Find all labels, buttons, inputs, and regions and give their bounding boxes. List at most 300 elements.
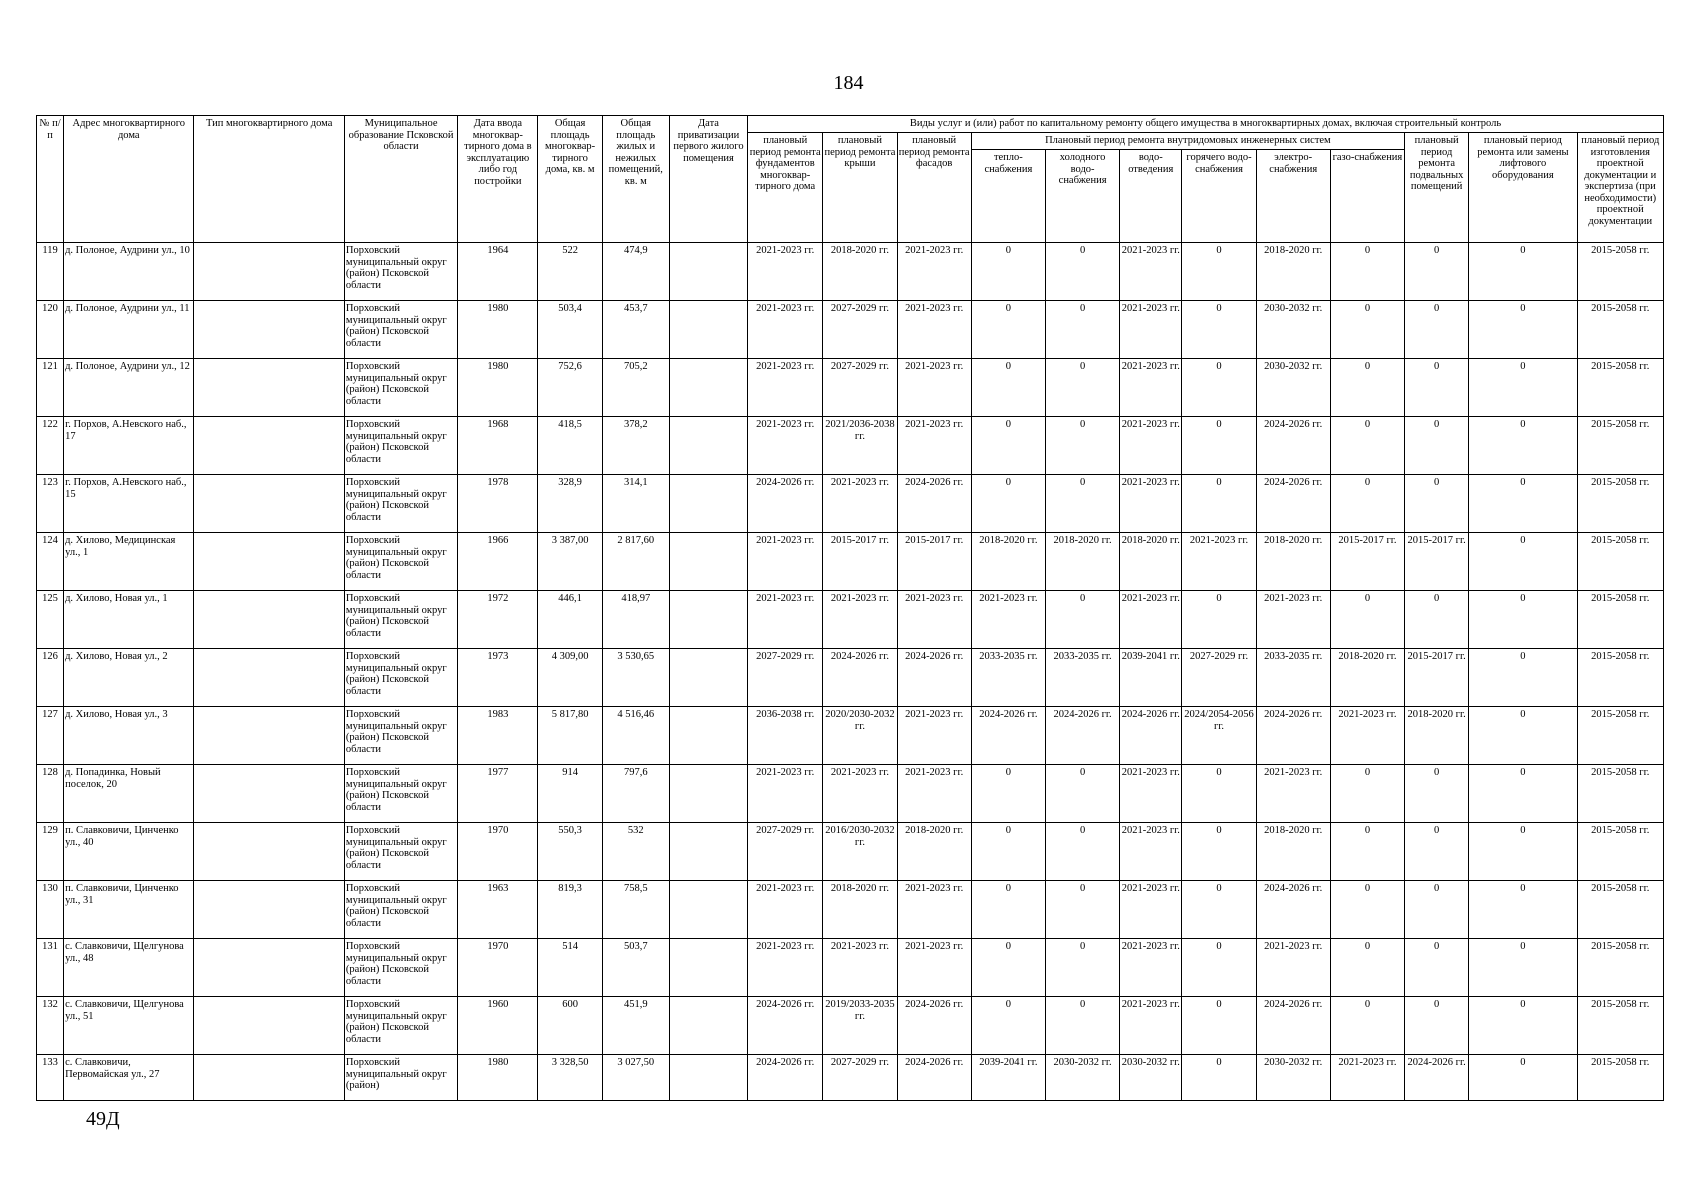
cell-foundation: 2024-2026 гг. (748, 997, 823, 1055)
cell-gas: 0 (1330, 881, 1404, 939)
cell-roof: 2018-2020 гг. (823, 243, 897, 301)
cell-privatization (669, 881, 747, 939)
cell-electricity: 2030-2032 гг. (1256, 301, 1330, 359)
cell-living-area: 797,6 (602, 765, 669, 823)
cell-privatization (669, 765, 747, 823)
cell-year: 1972 (458, 591, 538, 649)
cell-year: 1977 (458, 765, 538, 823)
cell-living-area: 474,9 (602, 243, 669, 301)
cell-address: д. Хилово, Новая ул., 3 (64, 707, 194, 765)
cell-municipality: Порховский муниципальный округ (район) Псковской области (344, 649, 457, 707)
cell-cold-water: 2018-2020 гг. (1045, 533, 1119, 591)
cell-electricity: 2021-2023 гг. (1256, 765, 1330, 823)
cell-gas: 2018-2020 гг. (1330, 649, 1404, 707)
table-row (37, 301, 1664, 359)
cell-municipality: Порховский муниципальный округ (район) Псковской области (344, 301, 457, 359)
cell-year: 1963 (458, 881, 538, 939)
cell-gas: 0 (1330, 997, 1404, 1055)
cell-municipality: Порховский муниципальный округ (район) Псковской области (344, 707, 457, 765)
cell-elevator: 0 (1469, 881, 1577, 939)
cell-address: г. Порхов, А.Невского наб., 17 (64, 417, 194, 475)
cell-basement: 0 (1405, 881, 1469, 939)
cell-electricity: 2033-2035 гг. (1256, 649, 1330, 707)
cell-roof: 2027-2029 гг. (823, 301, 897, 359)
cell-facade: 2018-2020 гг. (897, 823, 971, 881)
cell-sewerage: 2021-2023 гг. (1120, 475, 1182, 533)
cell-privatization (669, 243, 747, 301)
cell-municipality: Порховский муниципальный округ (район) Псковской области (344, 881, 457, 939)
cell-year: 1960 (458, 997, 538, 1055)
cell-municipality: Порховский муниципальный округ (район) Псковской области (344, 533, 457, 591)
cell-address: д. Полоное, Аудрини ул., 11 (64, 301, 194, 359)
cell-total-area: 3 387,00 (538, 533, 602, 591)
cell-hot-water: 0 (1182, 359, 1256, 417)
cell-hot-water: 0 (1182, 823, 1256, 881)
cell-living-area: 2 817,60 (602, 533, 669, 591)
cell-basement: 0 (1405, 243, 1469, 301)
cell-total-area: 819,3 (538, 881, 602, 939)
table-row (37, 765, 1664, 823)
cell-gas: 0 (1330, 301, 1404, 359)
cell-cold-water: 0 (1045, 591, 1119, 649)
cell-heating: 0 (971, 301, 1045, 359)
cell-living-area: 758,5 (602, 881, 669, 939)
cell-municipality: Порховский муниципальный округ (район) Псковской области (344, 359, 457, 417)
cell-living-area: 418,97 (602, 591, 669, 649)
cell-address: п. Славковичи, Цинченко ул., 31 (64, 881, 194, 939)
header-hot-water: горячего водо-снабжения (1182, 150, 1256, 243)
cell-foundation: 2021-2023 гг. (748, 939, 823, 997)
cell-type (194, 823, 344, 881)
cell-facade: 2015-2017 гг. (897, 533, 971, 591)
cell-design: 2015-2058 гг. (1577, 707, 1663, 765)
cell-design: 2015-2058 гг. (1577, 1055, 1663, 1101)
cell-hot-water: 2027-2029 гг. (1182, 649, 1256, 707)
header-type: Тип многоквартирного дома (194, 116, 344, 243)
cell-sewerage: 2021-2023 гг. (1120, 417, 1182, 475)
cell-facade: 2021-2023 гг. (897, 881, 971, 939)
cell-foundation: 2024-2026 гг. (748, 1055, 823, 1101)
cell-roof: 2027-2029 гг. (823, 359, 897, 417)
cell-no: 120 (37, 301, 64, 359)
cell-living-area: 503,7 (602, 939, 669, 997)
cell-design: 2015-2058 гг. (1577, 939, 1663, 997)
cell-electricity: 2021-2023 гг. (1256, 939, 1330, 997)
cell-cold-water: 0 (1045, 301, 1119, 359)
cell-year: 1980 (458, 359, 538, 417)
cell-hot-water: 2021-2023 гг. (1182, 533, 1256, 591)
cell-municipality: Порховский муниципальный округ (район) Псковской области (344, 417, 457, 475)
cell-address: д. Хилово, Медицинская ул., 1 (64, 533, 194, 591)
cell-no: 130 (37, 881, 64, 939)
cell-heating: 0 (971, 243, 1045, 301)
cell-privatization (669, 475, 747, 533)
page-number: 184 (833, 72, 864, 94)
header-privatization-date: Дата приватизации первого жилого помещения (669, 116, 747, 243)
cell-no: 122 (37, 417, 64, 475)
header-address: Адрес многоквартирного дома (64, 116, 194, 243)
cell-municipality: Порховский муниципальный округ (район) Псковской области (344, 475, 457, 533)
cell-total-area: 503,4 (538, 301, 602, 359)
cell-elevator: 0 (1469, 1055, 1577, 1101)
cell-heating: 0 (971, 765, 1045, 823)
cell-roof: 2015-2017 гг. (823, 533, 897, 591)
cell-electricity: 2024-2026 гг. (1256, 417, 1330, 475)
cell-foundation: 2021-2023 гг. (748, 243, 823, 301)
header-elevator: плановый период ремонта или замены лифтового оборудования (1469, 133, 1577, 243)
cell-privatization (669, 359, 747, 417)
header-living-area: Общая площадь жилых и нежилых помещений, кв. м (602, 116, 669, 243)
cell-design: 2015-2058 гг. (1577, 823, 1663, 881)
cell-type (194, 939, 344, 997)
cell-total-area: 418,5 (538, 417, 602, 475)
header-roof: плановый период ремонта крыши (823, 133, 897, 243)
cell-electricity: 2030-2032 гг. (1256, 359, 1330, 417)
cell-address: д. Полоное, Аудрини ул., 10 (64, 243, 194, 301)
cell-no: 124 (37, 533, 64, 591)
cell-sewerage: 2021-2023 гг. (1120, 359, 1182, 417)
cell-total-area: 600 (538, 997, 602, 1055)
cell-municipality: Порховский муниципальный округ (район) Псковской области (344, 765, 457, 823)
cell-privatization (669, 707, 747, 765)
cell-basement: 2015-2017 гг. (1405, 649, 1469, 707)
cell-living-area: 314,1 (602, 475, 669, 533)
cell-type (194, 243, 344, 301)
cell-basement: 0 (1405, 359, 1469, 417)
cell-sewerage: 2039-2041 гг. (1120, 649, 1182, 707)
cell-privatization (669, 591, 747, 649)
cell-heating: 0 (971, 359, 1045, 417)
cell-electricity: 2024-2026 гг. (1256, 707, 1330, 765)
header-sewerage: водо-отведения (1120, 150, 1182, 243)
cell-type (194, 997, 344, 1055)
cell-cold-water: 2024-2026 гг. (1045, 707, 1119, 765)
table-row (37, 939, 1664, 997)
cell-elevator: 0 (1469, 707, 1577, 765)
cell-elevator: 0 (1469, 533, 1577, 591)
cell-heating: 2033-2035 гг. (971, 649, 1045, 707)
table-body (37, 243, 1664, 1101)
cell-privatization (669, 1055, 747, 1101)
table-row (37, 533, 1664, 591)
cell-year: 1983 (458, 707, 538, 765)
cell-basement: 0 (1405, 475, 1469, 533)
cell-design: 2015-2058 гг. (1577, 997, 1663, 1055)
cell-sewerage: 2021-2023 гг. (1120, 591, 1182, 649)
cell-roof: 2016/2030-2032 гг. (823, 823, 897, 881)
cell-total-area: 514 (538, 939, 602, 997)
header-gas: газо-снабжения (1330, 150, 1404, 243)
cell-facade: 2021-2023 гг. (897, 243, 971, 301)
cell-elevator: 0 (1469, 823, 1577, 881)
cell-elevator: 0 (1469, 591, 1577, 649)
cell-design: 2015-2058 гг. (1577, 475, 1663, 533)
cell-foundation: 2024-2026 гг. (748, 475, 823, 533)
cell-living-area: 451,9 (602, 997, 669, 1055)
cell-elevator: 0 (1469, 243, 1577, 301)
cell-electricity: 2018-2020 гг. (1256, 823, 1330, 881)
cell-hot-water: 0 (1182, 475, 1256, 533)
cell-gas: 0 (1330, 939, 1404, 997)
cell-year: 1978 (458, 475, 538, 533)
cell-heating: 0 (971, 823, 1045, 881)
cell-no: 126 (37, 649, 64, 707)
cell-sewerage: 2021-2023 гг. (1120, 881, 1182, 939)
cell-sewerage: 2018-2020 гг. (1120, 533, 1182, 591)
cell-facade: 2021-2023 гг. (897, 359, 971, 417)
cell-year: 1980 (458, 1055, 538, 1101)
table-row (37, 359, 1664, 417)
cell-address: с. Славковичи, Первомайская ул., 27 (64, 1055, 194, 1101)
cell-heating: 0 (971, 881, 1045, 939)
cell-no: 127 (37, 707, 64, 765)
cell-living-area: 3 027,50 (602, 1055, 669, 1101)
cell-heating: 2024-2026 гг. (971, 707, 1045, 765)
cell-year: 1970 (458, 823, 538, 881)
cell-gas: 0 (1330, 475, 1404, 533)
cell-hot-water: 0 (1182, 939, 1256, 997)
table-row (37, 649, 1664, 707)
cell-roof: 2019/2033-2035 гг. (823, 997, 897, 1055)
cell-gas: 0 (1330, 765, 1404, 823)
table-row (37, 243, 1664, 301)
cell-facade: 2021-2023 гг. (897, 591, 971, 649)
cell-municipality: Порховский муниципальный округ (район) Псковской области (344, 591, 457, 649)
cell-heating: 0 (971, 939, 1045, 997)
cell-gas: 0 (1330, 359, 1404, 417)
cell-address: с. Славковичи, Щелгунова ул., 51 (64, 997, 194, 1055)
header-total-area: Общая площадь многоквар-тирного дома, кв. м (538, 116, 602, 243)
cell-gas: 2015-2017 гг. (1330, 533, 1404, 591)
cell-hot-water: 0 (1182, 765, 1256, 823)
cell-hot-water: 0 (1182, 997, 1256, 1055)
cell-sewerage: 2021-2023 гг. (1120, 997, 1182, 1055)
cell-elevator: 0 (1469, 417, 1577, 475)
header-commission-date: Дата ввода многоквар-тирного дома в эксплуатацию либо год постройки (458, 116, 538, 243)
cell-municipality: Порховский муниципальный округ (район) Псковской области (344, 243, 457, 301)
cell-heating: 0 (971, 997, 1045, 1055)
cell-facade: 2024-2026 гг. (897, 475, 971, 533)
cell-total-area: 3 328,50 (538, 1055, 602, 1101)
cell-address: д. Полоное, Аудрини ул., 12 (64, 359, 194, 417)
cell-gas: 0 (1330, 243, 1404, 301)
header-engineering-group: Плановый период ремонта внутридомовых инженерных систем (971, 133, 1404, 150)
cell-electricity: 2024-2026 гг. (1256, 881, 1330, 939)
table-row (37, 591, 1664, 649)
cell-type (194, 475, 344, 533)
cell-foundation: 2021-2023 гг. (748, 881, 823, 939)
cell-elevator: 0 (1469, 475, 1577, 533)
cell-basement: 0 (1405, 997, 1469, 1055)
footer-mark: 49Д (86, 1108, 120, 1130)
cell-gas: 2021-2023 гг. (1330, 707, 1404, 765)
cell-design: 2015-2058 гг. (1577, 533, 1663, 591)
table-row (37, 1055, 1664, 1101)
cell-design: 2015-2058 гг. (1577, 243, 1663, 301)
cell-sewerage: 2021-2023 гг. (1120, 243, 1182, 301)
cell-roof: 2021-2023 гг. (823, 765, 897, 823)
cell-roof: 2021-2023 гг. (823, 939, 897, 997)
cell-privatization (669, 997, 747, 1055)
cell-design: 2015-2058 гг. (1577, 881, 1663, 939)
cell-address: г. Порхов, А.Невского наб., 15 (64, 475, 194, 533)
cell-privatization (669, 823, 747, 881)
cell-electricity: 2024-2026 гг. (1256, 475, 1330, 533)
cell-cold-water: 0 (1045, 243, 1119, 301)
header-municipality: Муниципальное образование Псковской области (344, 116, 457, 243)
cell-address: д. Хилово, Новая ул., 2 (64, 649, 194, 707)
cell-hot-water: 0 (1182, 881, 1256, 939)
cell-electricity: 2018-2020 гг. (1256, 243, 1330, 301)
cell-roof: 2021/2036-2038 гг. (823, 417, 897, 475)
header-foundation: плановый период ремонта фундаментов многоквар-тирного дома (748, 133, 823, 243)
cell-privatization (669, 649, 747, 707)
cell-roof: 2018-2020 гг. (823, 881, 897, 939)
cell-no: 121 (37, 359, 64, 417)
cell-elevator: 0 (1469, 939, 1577, 997)
cell-design: 2015-2058 гг. (1577, 649, 1663, 707)
cell-heating: 2018-2020 гг. (971, 533, 1045, 591)
cell-facade: 2024-2026 гг. (897, 649, 971, 707)
cell-type (194, 533, 344, 591)
cell-year: 1966 (458, 533, 538, 591)
cell-facade: 2024-2026 гг. (897, 997, 971, 1055)
cell-roof: 2024-2026 гг. (823, 649, 897, 707)
cell-foundation: 2021-2023 гг. (748, 417, 823, 475)
header-cold-water: холодного водо-снабжения (1045, 150, 1119, 243)
cell-facade: 2021-2023 гг. (897, 765, 971, 823)
cell-sewerage: 2021-2023 гг. (1120, 765, 1182, 823)
cell-gas: 2021-2023 гг. (1330, 1055, 1404, 1101)
cell-municipality: Порховский муниципальный округ (район) Псковской области (344, 823, 457, 881)
cell-type (194, 417, 344, 475)
cell-design: 2015-2058 гг. (1577, 359, 1663, 417)
header-design-docs: плановый период изготовления проектной документации и экспертиза (при необходимости) проектной документации (1577, 133, 1663, 243)
cell-basement: 0 (1405, 765, 1469, 823)
cell-total-area: 446,1 (538, 591, 602, 649)
capital-repair-table (36, 115, 1664, 1101)
cell-no: 133 (37, 1055, 64, 1101)
cell-cold-water: 0 (1045, 939, 1119, 997)
cell-municipality: Порховский муниципальный округ (район) Псковской области (344, 939, 457, 997)
cell-basement: 2015-2017 гг. (1405, 533, 1469, 591)
cell-elevator: 0 (1469, 359, 1577, 417)
cell-gas: 0 (1330, 591, 1404, 649)
cell-foundation: 2027-2029 гг. (748, 649, 823, 707)
cell-basement: 0 (1405, 301, 1469, 359)
cell-year: 1970 (458, 939, 538, 997)
cell-privatization (669, 533, 747, 591)
cell-type (194, 591, 344, 649)
header-basement: плановый период ремонта подвальных помещений (1405, 133, 1469, 243)
cell-cold-water: 0 (1045, 475, 1119, 533)
header-no: № п/п (37, 116, 64, 243)
cell-privatization (669, 939, 747, 997)
cell-foundation: 2036-2038 гг. (748, 707, 823, 765)
cell-gas: 0 (1330, 823, 1404, 881)
cell-design: 2015-2058 гг. (1577, 591, 1663, 649)
cell-no: 132 (37, 997, 64, 1055)
cell-facade: 2021-2023 гг. (897, 707, 971, 765)
table-row (37, 997, 1664, 1055)
cell-facade: 2021-2023 гг. (897, 417, 971, 475)
cell-foundation: 2027-2029 гг. (748, 823, 823, 881)
cell-roof: 2027-2029 гг. (823, 1055, 897, 1101)
cell-hot-water: 0 (1182, 591, 1256, 649)
cell-foundation: 2021-2023 гг. (748, 765, 823, 823)
cell-heating: 0 (971, 417, 1045, 475)
cell-hot-water: 2024/2054-2056 гг. (1182, 707, 1256, 765)
cell-type (194, 649, 344, 707)
header-facade: плановый период ремонта фасадов (897, 133, 971, 243)
cell-cold-water: 0 (1045, 359, 1119, 417)
cell-facade: 2021-2023 гг. (897, 939, 971, 997)
cell-elevator: 0 (1469, 649, 1577, 707)
cell-no: 129 (37, 823, 64, 881)
cell-roof: 2021-2023 гг. (823, 475, 897, 533)
cell-address: с. Славковичи, Щелгунова ул., 48 (64, 939, 194, 997)
cell-total-area: 328,9 (538, 475, 602, 533)
cell-address: д. Хилово, Новая ул., 1 (64, 591, 194, 649)
cell-cold-water: 0 (1045, 881, 1119, 939)
cell-electricity: 2024-2026 гг. (1256, 997, 1330, 1055)
cell-total-area: 914 (538, 765, 602, 823)
cell-basement: 0 (1405, 417, 1469, 475)
cell-total-area: 4 309,00 (538, 649, 602, 707)
cell-basement: 0 (1405, 823, 1469, 881)
cell-year: 1973 (458, 649, 538, 707)
cell-year: 1964 (458, 243, 538, 301)
cell-hot-water: 0 (1182, 243, 1256, 301)
cell-no: 131 (37, 939, 64, 997)
cell-cold-water: 2033-2035 гг. (1045, 649, 1119, 707)
cell-municipality: Порховский муниципальный округ (район) Псковской области (344, 997, 457, 1055)
cell-type (194, 881, 344, 939)
cell-hot-water: 0 (1182, 301, 1256, 359)
cell-total-area: 550,3 (538, 823, 602, 881)
cell-design: 2015-2058 гг. (1577, 301, 1663, 359)
cell-foundation: 2021-2023 гг. (748, 591, 823, 649)
cell-foundation: 2021-2023 гг. (748, 301, 823, 359)
cell-heating: 2039-2041 гг. (971, 1055, 1045, 1101)
cell-cold-water: 0 (1045, 765, 1119, 823)
cell-no: 125 (37, 591, 64, 649)
cell-living-area: 378,2 (602, 417, 669, 475)
cell-year: 1968 (458, 417, 538, 475)
cell-elevator: 0 (1469, 997, 1577, 1055)
cell-type (194, 1055, 344, 1101)
cell-no: 119 (37, 243, 64, 301)
cell-no: 123 (37, 475, 64, 533)
cell-basement: 0 (1405, 939, 1469, 997)
cell-sewerage: 2024-2026 гг. (1120, 707, 1182, 765)
cell-sewerage: 2021-2023 гг. (1120, 939, 1182, 997)
cell-basement: 2018-2020 гг. (1405, 707, 1469, 765)
cell-address: д. Попадинка, Новый поселок, 20 (64, 765, 194, 823)
table-row (37, 417, 1664, 475)
cell-type (194, 765, 344, 823)
cell-address: п. Славковичи, Цинченко ул., 40 (64, 823, 194, 881)
cell-electricity: 2021-2023 гг. (1256, 591, 1330, 649)
cell-heating: 2021-2023 гг. (971, 591, 1045, 649)
cell-facade: 2021-2023 гг. (897, 301, 971, 359)
cell-sewerage: 2021-2023 гг. (1120, 301, 1182, 359)
cell-privatization (669, 417, 747, 475)
table-row (37, 881, 1664, 939)
cell-no: 128 (37, 765, 64, 823)
cell-cold-water: 2030-2032 гг. (1045, 1055, 1119, 1101)
cell-year: 1980 (458, 301, 538, 359)
